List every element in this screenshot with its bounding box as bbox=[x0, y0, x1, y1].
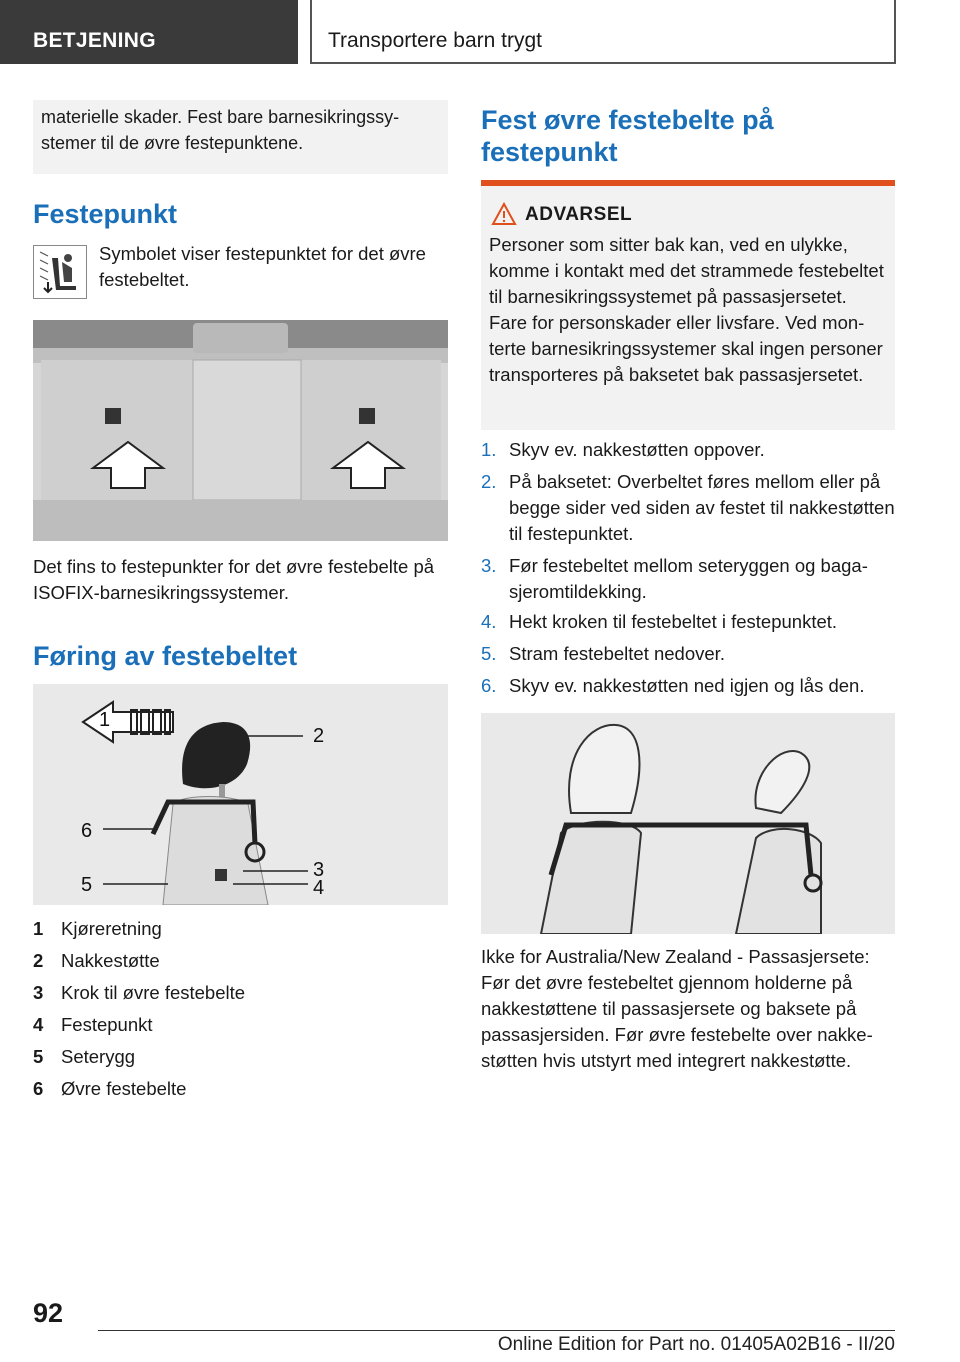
foring-heading: Føring av festebeltet bbox=[33, 641, 298, 671]
diagram-label-6: 6 bbox=[81, 820, 93, 842]
trunk-photo bbox=[33, 320, 448, 541]
diagram-label-4: 4 bbox=[313, 877, 325, 899]
fest-heading: Fest øvre festebelte på festepunkt bbox=[481, 105, 774, 167]
warning-box bbox=[481, 180, 895, 430]
step-item: 4. Hekt kroken til festebeltet i festepunktet. bbox=[481, 611, 838, 632]
legend-item: 1 Kjøreretning bbox=[33, 918, 162, 939]
note-box bbox=[33, 100, 448, 174]
warning-text: Personer som sitter bak kan, ved en ulykke, komme i kontakt med det strammede festebeltet til barnesikringssystemet på passasjersetet. Fare for personskader eller livsfare. Ved monterte barnesikringssystemer skal ingen personer transporteres på baksetet bak passasjersetet. bbox=[489, 234, 884, 385]
step-item: 6. Skyv ev. nakkestøtten ned igjen og lås den. bbox=[481, 675, 865, 696]
symbol-description: Symbolet viser festepunktet for det øvre festebeltet. bbox=[99, 243, 426, 290]
diagram-label-2: 2 bbox=[313, 725, 325, 747]
chapter-tab bbox=[310, 0, 896, 64]
page-number: 92 bbox=[33, 1298, 64, 1328]
diagram-label-1: 1 bbox=[99, 709, 111, 731]
legend-item: 5 Seterygg bbox=[33, 1046, 136, 1067]
legend-item: 4 Festepunkt bbox=[33, 1014, 153, 1035]
legend-item: 6 Øvre festebelte bbox=[33, 1078, 187, 1099]
diagram-label-3: 3 bbox=[313, 859, 325, 881]
festepunkt-heading: Festepunkt bbox=[33, 199, 178, 229]
diagram-label-5: 5 bbox=[81, 874, 93, 896]
step-item: 3. Før festebeltet mellom seteryggen og bagasjeromtildekking. bbox=[481, 555, 868, 602]
step-item: 2. På baksetet: Overbeltet føres mellom eller på begge sider ved siden av festet til nakkestøtten til festepunktet. bbox=[481, 471, 895, 544]
headrest-diagram bbox=[481, 713, 895, 934]
legend-item: 2 Nakkestøtte bbox=[33, 950, 160, 971]
warning-title: ADVARSEL bbox=[525, 204, 633, 225]
australia-note: Ikke for Australia/New Zealand - Passasjersete: Før det øvre festebeltet gjennom holderne på nakkestøttene til passasjersete og baksete på passasjersiden. Før øvre festebelte over nakkestøtten hvis utstyrt med integrert nakkestøtte. bbox=[481, 946, 873, 1071]
section-label: BETJENING bbox=[33, 29, 156, 52]
chapter-label: Transportere barn trygt bbox=[328, 29, 542, 52]
step-item: 5. Stram festebeltet nedover. bbox=[481, 643, 725, 664]
image-caption: Det fins to festepunkter for det øvre festebelte på ISOFIX-barnesikringssystemer. bbox=[33, 556, 435, 603]
section-tab bbox=[0, 0, 298, 64]
seat-diagram bbox=[33, 684, 448, 905]
footer-edition: Online Edition for Part no. 01405A02B16 - II/20 bbox=[497, 1334, 895, 1355]
warning-triangle-icon bbox=[491, 202, 517, 231]
legend-item: 3 Krok til øvre festebelte bbox=[33, 982, 246, 1003]
step-item: 1. Skyv ev. nakkestøtten oppover. bbox=[481, 439, 765, 460]
child-seat-anchor-icon bbox=[33, 245, 87, 299]
footer-divider bbox=[98, 1330, 895, 1331]
note-text: materielle skader. Fest bare barnesikringssystemer til de øvre festepunktene. bbox=[41, 107, 400, 153]
